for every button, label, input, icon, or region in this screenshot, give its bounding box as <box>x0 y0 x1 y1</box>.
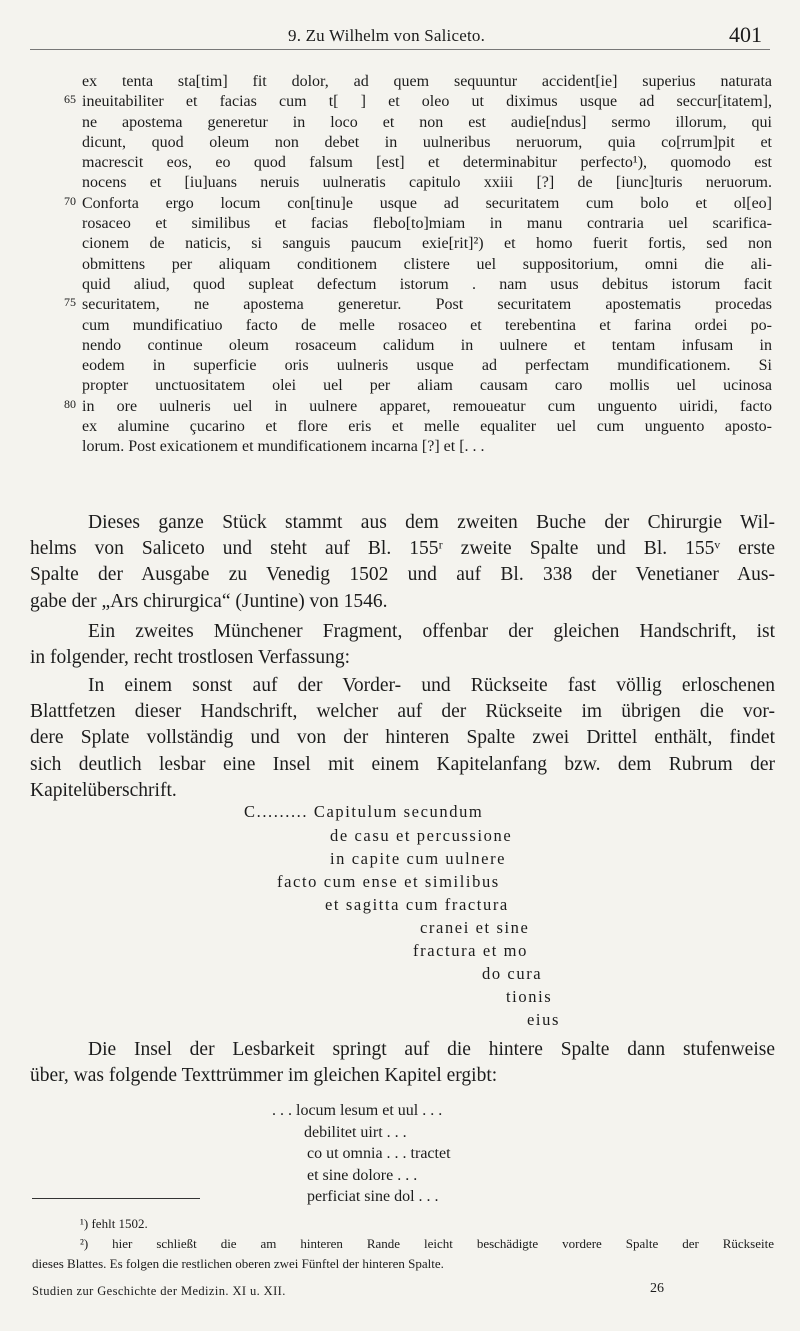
fragment-line: co ut omnia . . . tractet <box>307 1145 451 1162</box>
paragraph-second-fragment <box>30 619 775 671</box>
running-header <box>30 22 770 52</box>
latin-line: ineuitabiliter et facias cum t[ ] et oleo ut diximus usque ad seccur[itatem], <box>82 93 772 111</box>
paragraph-description <box>30 673 775 804</box>
line-number: 70 <box>64 194 76 208</box>
header-rule <box>30 49 770 50</box>
footnotes <box>32 1214 774 1274</box>
island-line: fractura et mo <box>413 941 528 960</box>
paragraph-line: helms von Saliceto und steht auf Bl. 155ʳ zweite Spalte und Bl. 155ᵛ erste <box>30 538 775 560</box>
fragment-line: perficiat sine dol . . . <box>307 1188 439 1205</box>
island-line: et sagitta cum fractura <box>325 895 509 914</box>
footnote-2-line: dieses Blattes. Es folgen die restlichen oberen zwei Fünftel der hinteren Spalte. <box>32 1256 444 1271</box>
latin-line: ne apostema generetur in loco et non est audie[ndus] sermo illorum, qui <box>82 113 772 131</box>
latin-line: dicunt, quod oleum non debet in uulneribus neruorum, quia co[rrum]pit et <box>82 133 772 151</box>
paragraph-line: gabe der „Ars chirurgica“ (Juntine) von 1546. <box>30 590 388 612</box>
running-title: 9. Zu Wilhelm von Saliceto. <box>288 26 486 45</box>
paragraph-line: dere Splate vollständig und von der hinteren Spalte zwei Drittel enthält, findet <box>30 727 775 749</box>
fragment-line: . . . locum lesum et uul . . . <box>272 1102 443 1119</box>
island-line: facto cum ense et similibus <box>277 872 500 891</box>
latin-line: rosaceo et similibus et facias flebo[to]miam in manu contraria uel scarifica- <box>82 215 772 233</box>
latin-passage <box>64 72 772 458</box>
page-number: 401 <box>729 22 762 47</box>
island-line: C......... Capitulum secundum <box>244 802 484 821</box>
line-number: 80 <box>64 397 76 411</box>
latin-line: nendo continue oleum rosaceum calidum in uulnere et tentam infusam in <box>82 336 772 354</box>
island-line: do cura <box>482 964 543 983</box>
paragraph-line: über, was folgende Texttrümmer im gleichen Kapitel ergibt: <box>30 1065 498 1087</box>
footnote-2-line: ²) hier schließt die am hinteren Rande leicht beschädigte vordere Spalte der Rückseite <box>80 1236 774 1251</box>
paragraph-line: Ein zweites Münchener Fragment, offenbar der gleichen Handschrift, ist <box>88 621 775 642</box>
paragraph-line: Die Insel der Lesbarkeit springt auf die hintere Spalte dann stufenweise <box>88 1039 775 1060</box>
latin-line: cionem de naticis, si sanguis paucum exie[rit]²) et homo fuerit fortis, sed non <box>82 235 772 253</box>
latin-line: eodem in superficie oris uulneris usque ad perfectam mundificationem. Si <box>82 357 772 375</box>
paragraph-source-note <box>30 510 775 615</box>
latin-line: cum mundificatiuo facto de melle rosaceo et terebentina et farina ordei po- <box>82 316 772 334</box>
paragraph-line: sich deutlich lesbar eine Insel mit einem Kapitelanfang bzw. dem Rubrum der <box>30 753 775 775</box>
island-line: de casu et percussione <box>330 826 513 845</box>
line-number: 65 <box>64 92 76 106</box>
paragraph-line: in folgender, recht trostlosen Verfassung: <box>30 647 350 669</box>
paragraph-island-transition <box>30 1037 775 1089</box>
latin-line: securitatem, ne apostema generetur. Post securitatem apostematis procedas <box>82 296 772 314</box>
line-number: 75 <box>64 295 76 309</box>
page-footer <box>32 1281 774 1304</box>
latin-line: obmittens per aliquam conditionem clistere uel suppositorium, omni die ali- <box>82 255 772 273</box>
latin-line: propter unctuositatem olei uel per aliam causam caro mollis uel ucinosa <box>82 377 772 395</box>
paragraph-line: Dieses ganze Stück stammt aus dem zweiten Buche der Chirurgie Wil- <box>88 512 775 533</box>
text-fragments <box>272 1100 451 1208</box>
journal-title: Studien zur Geschichte der Medizin. XI u. XII. <box>32 1284 286 1298</box>
latin-line: lorum. Post exicationem et mundificationem incarna [?] et [. . . <box>82 438 485 456</box>
fragment-line: et sine dolore . . . <box>307 1166 418 1184</box>
latin-line: Conforta ergo locum con[tinu]e usque ad securitatem cum bolo et ol[eo] <box>82 194 772 212</box>
paragraph-line: In einem sonst auf der Vorder- und Rückseite fast völlig erloschenen <box>88 675 775 696</box>
footnote-rule <box>32 1198 200 1199</box>
island-line: eius <box>527 1010 560 1029</box>
island-line: cranei et sine <box>420 918 530 937</box>
latin-line: quid aliud, quod supleat defectum istorum . nam usus debitus istorum facit <box>82 275 772 293</box>
latin-line: nocens et [iu]uans neruis uulneratis capitulo xxiii [?] de [iunc]turis neruorum. <box>82 174 772 192</box>
paragraph-line: Spalte der Ausgabe zu Venedig 1502 und auf Bl. 338 der Venetianer Aus- <box>30 564 775 586</box>
island-line: tionis <box>506 987 553 1006</box>
latin-line: in ore uulneris uel in uulnere apparet, remoueatur cum unguento uiridi, facto <box>82 397 772 415</box>
signature-mark: 26 <box>650 1281 664 1296</box>
fragment-line: debilitet uirt . . . <box>304 1123 407 1141</box>
latin-line: ex tenta sta[tim] fit dolor, ad quem sequuntur accident[ie] superius naturata <box>82 73 772 90</box>
paragraph-line: Kapitelüberschrift. <box>30 779 177 801</box>
footnote-1: ¹) fehlt 1502. <box>80 1216 148 1231</box>
paragraph-line: Blattfetzen dieser Handschrift, welcher auf der Rückseite im übrigen die vor- <box>30 701 775 723</box>
latin-line: macrescit eos, eo quod falsum [est] et determinabitur perfecto¹), quomodo est <box>82 154 772 172</box>
island-line: in capite cum uulnere <box>330 849 507 868</box>
latin-line: ex alumine çucarino et flore eris et melle equaliter uel cum unguento aposto- <box>82 418 772 436</box>
